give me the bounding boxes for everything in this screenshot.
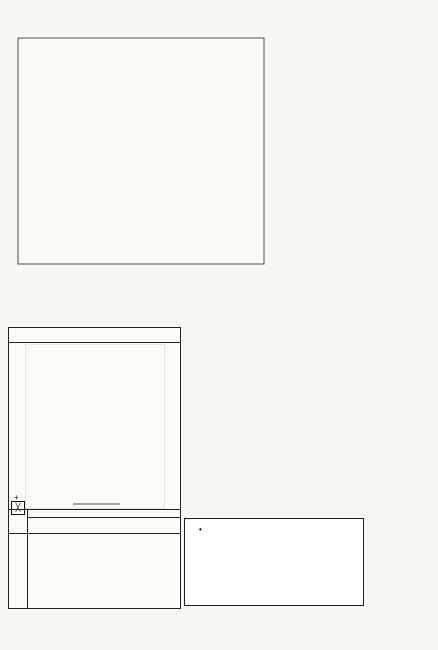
info-line2 (185, 525, 363, 531)
plus-icon: + (14, 493, 19, 502)
tower-heights-panel (8, 327, 181, 609)
radius-hoisting-chart (4, 28, 274, 278)
tower-section-icon: ╳ (11, 501, 25, 515)
info-box (184, 518, 364, 606)
info-line1 (185, 519, 363, 523)
tower-diagram (25, 344, 165, 509)
